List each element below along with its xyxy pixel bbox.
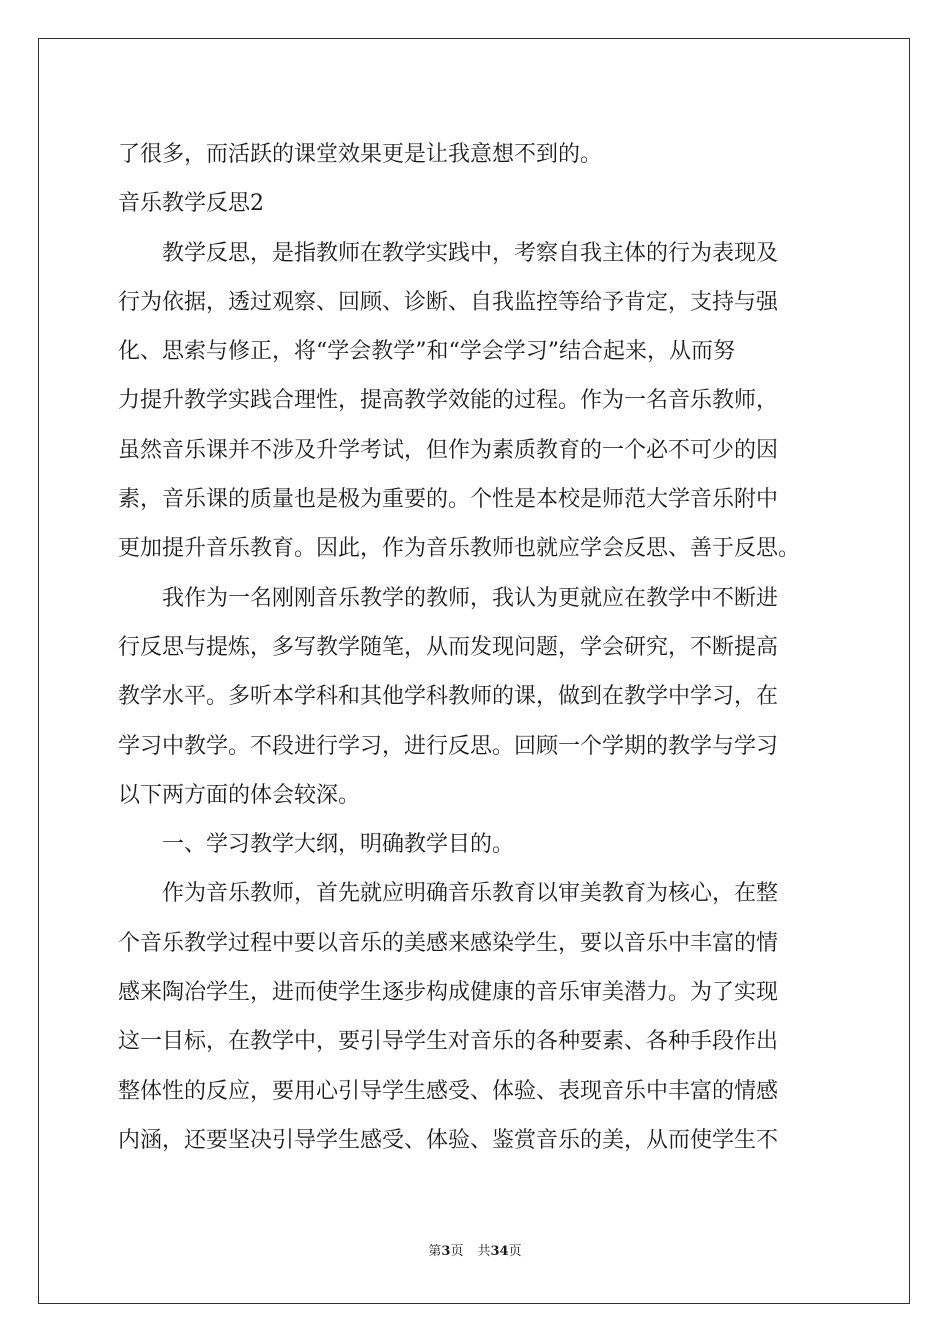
text-line: 内涵，还要坚决引导学生感受、体验、鉴赏音乐的美，从而使学生不	[118, 1127, 779, 1153]
text-line: 虽然音乐课并不涉及升学考试，但作为素质教育的一个必不可少的因	[118, 437, 779, 463]
text-line: 教学水平。多听本学科和其他学科教师的课，做到在教学中学习，在	[118, 684, 779, 710]
text-line: 行为依据，透过观察、回顾、诊断、自我监控等给予肯定，支持与强	[118, 289, 779, 315]
text-line: 教学反思，是指教师在教学实践中，考察自我主体的行为表现及	[118, 240, 779, 266]
text-line: 个音乐教学过程中要以音乐的美感来感染学生，要以音乐中丰富的情	[118, 930, 779, 956]
text-line: 学习中教学。不段进行学习，进行反思。回顾一个学期的教学与学习	[118, 733, 779, 759]
text-line: 化、思索与修正，将“学会教学”和“学会学习”结合起来，从而努	[118, 339, 735, 365]
page-number: 第3页	[428, 1244, 464, 1259]
text-line: 作为音乐教师，首先就应明确音乐教育以审美教育为核心，在整	[118, 881, 779, 907]
subsection-heading: 一、学习教学大纲，明确教学目的。	[118, 832, 515, 858]
page-footer	[0, 1244, 950, 1260]
text-line: 整体性的反应，要用心引导学生感受、体验、表现音乐中丰富的情感	[118, 1078, 779, 1104]
page-total: 共34页	[477, 1244, 522, 1259]
text-line: 感来陶冶学生，进而使学生逐步构成健康的音乐审美潜力。为了实现	[118, 980, 779, 1006]
text-line: 更加提升音乐教育。因此，作为音乐教师也就应学会反思、善于反思。	[118, 536, 801, 562]
section-heading: 音乐教学反思2	[118, 191, 264, 217]
text-line: 行反思与提炼，多写教学随笔，从而发现问题，学会研究，不断提高	[118, 634, 779, 660]
document-body	[118, 130, 838, 1165]
text-line: 了很多，而活跃的课堂效果更是让我意想不到的。	[118, 142, 603, 167]
text-line: 素，音乐课的质量也是极为重要的。个性是本校是师范大学音乐附中	[118, 487, 779, 513]
text-line: 力提升教学实践合理性，提高教学效能的过程。作为一名音乐教师，	[118, 388, 779, 414]
text-line: 我作为一名刚刚音乐教学的教师，我认为更就应在教学中不断进	[118, 585, 779, 611]
text-line: 这一目标，在教学中，要引导学生对音乐的各种要素、各种手段作出	[118, 1029, 779, 1055]
text-line: 以下两方面的体会较深。	[118, 782, 361, 808]
